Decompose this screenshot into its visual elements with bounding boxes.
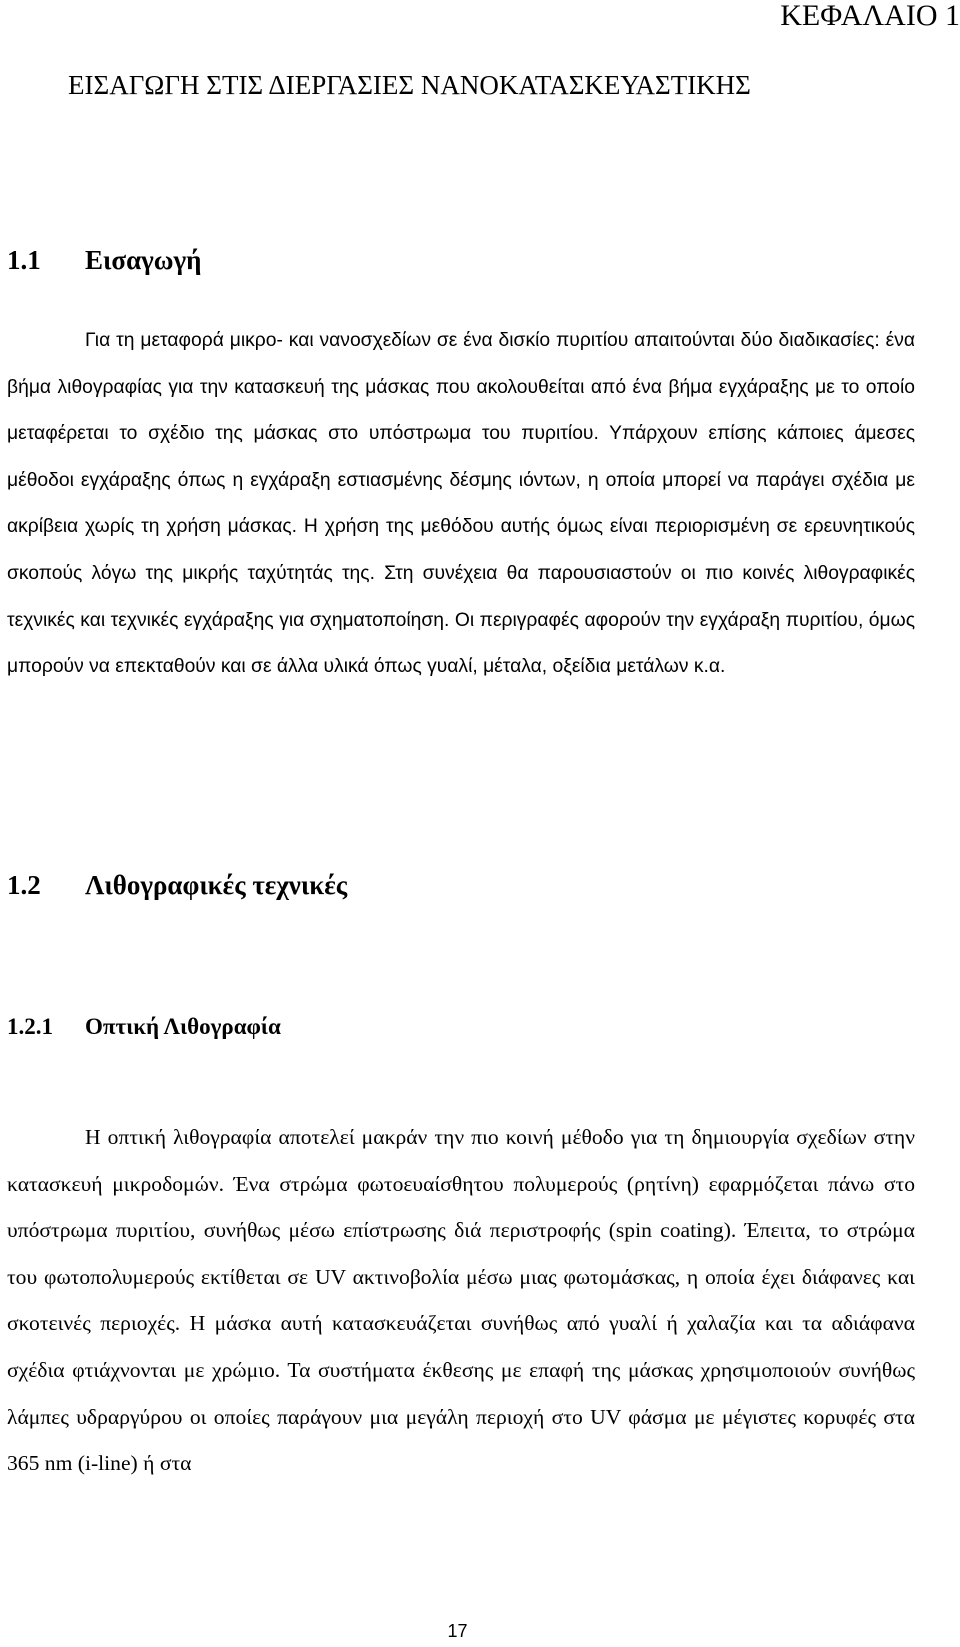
subsection-title: Οπτική Λιθογραφία	[85, 1014, 281, 1039]
section-title: Εισαγωγή	[85, 245, 202, 275]
subsection-number: 1.2.1	[7, 1014, 53, 1039]
chapter-label: ΚΕΦΑΛΑΙΟ 1	[780, 0, 960, 32]
subsection-heading-optical	[7, 1012, 281, 1042]
intro-paragraph: Για τη μεταφορά μικρο- και νανοσχεδίων σε ένα δισκίο πυριτίου απαιτούνται δύο διαδικασίες: ένα βήμα λιθογραφίας για την κατασκευή της μάσκας που ακολουθείται από ένα βήμα εγχάραξης με το οποίο μεταφέρεται το σχέδιο της μάσκας στο υπόστρωμα του πυριτίου. Υπάρχουν επίσης κάποιες άμεσες μέθοδοι εγχάραξης όπως η εγχάραξη εστιασμένης δέσμης ιόντων, η οποία μπορεί να παράγει σχέδια με ακρίβεια χωρίς τη χρήση μάσκας. Η χρήση της μεθόδου αυτής όμως είναι περιορισμένη σε ερευνητικούς σκοπούς λόγω της μικρής ταχύτητάς της. Στη συνέχεια θα παρουσιαστούν οι πιο κοινές λιθογραφικές τεχνικές και τεχνικές εγχάραξης για σχηματοποίηση. Οι περιγραφές αφορούν την εγχάραξη πυριτίου, όμως μπορούν να επεκταθούν και σε άλλα υλικά όπως γυαλί, μέταλα, οξείδια μετάλων κ.α.	[7, 330, 915, 678]
chapter-title: ΕΙΣΑΓΩΓΗ ΣΤΙΣ ΔΙΕΡΓΑΣΙΕΣ ΝΑΝΟΚΑΤΑΣΚΕΥΑΣΤΙΚΗΣ	[68, 70, 751, 100]
section-number: 1.2	[7, 870, 41, 900]
optical-lithography-paragraph: Η οπτική λιθογραφία αποτελεί μακράν την πιο κοινή μέθοδο για τη δημιουργία σχεδίων στην κατασκευή μικροδομών. Ένα στρώμα φωτοευαίσθητου πολυμερούς (ρητίνη) εφαρμόζεται πάνω στο υπόστρωμα πυριτίου, συνήθως μέσω επίστρωσης διά περιστροφής (spin coating). Έπειτα, το στρώμα του φωτοπολυμερούς εκτίθεται σε UV ακτινοβολία μέσω μιας φωτομάσκας, η οποία έχει διάφανες και σκοτεινές περιοχές. Η μάσκα αυτή κατασκευάζεται συνήθως από γυαλί ή χαλαζία και τα αδιάφανα σχέδια φτιάχνονται με χρώμιο. Τα συστήματα έκθεσης με επαφή της μάσκας χρησιμοποιούν συνήθως λάμπες υδραργύρου οι οποίες παράγουν μια μεγάλη περιοχή στο UV φάσμα με μέγιστες κορυφές στα 365 nm (i-line) ή στα	[7, 1125, 915, 1476]
section-title: Λιθογραφικές τεχνικές	[85, 870, 348, 900]
page-number: 17	[447, 1621, 468, 1641]
section-heading-intro	[7, 243, 201, 277]
section-heading-lithography	[7, 868, 347, 902]
section-number: 1.1	[7, 245, 41, 275]
